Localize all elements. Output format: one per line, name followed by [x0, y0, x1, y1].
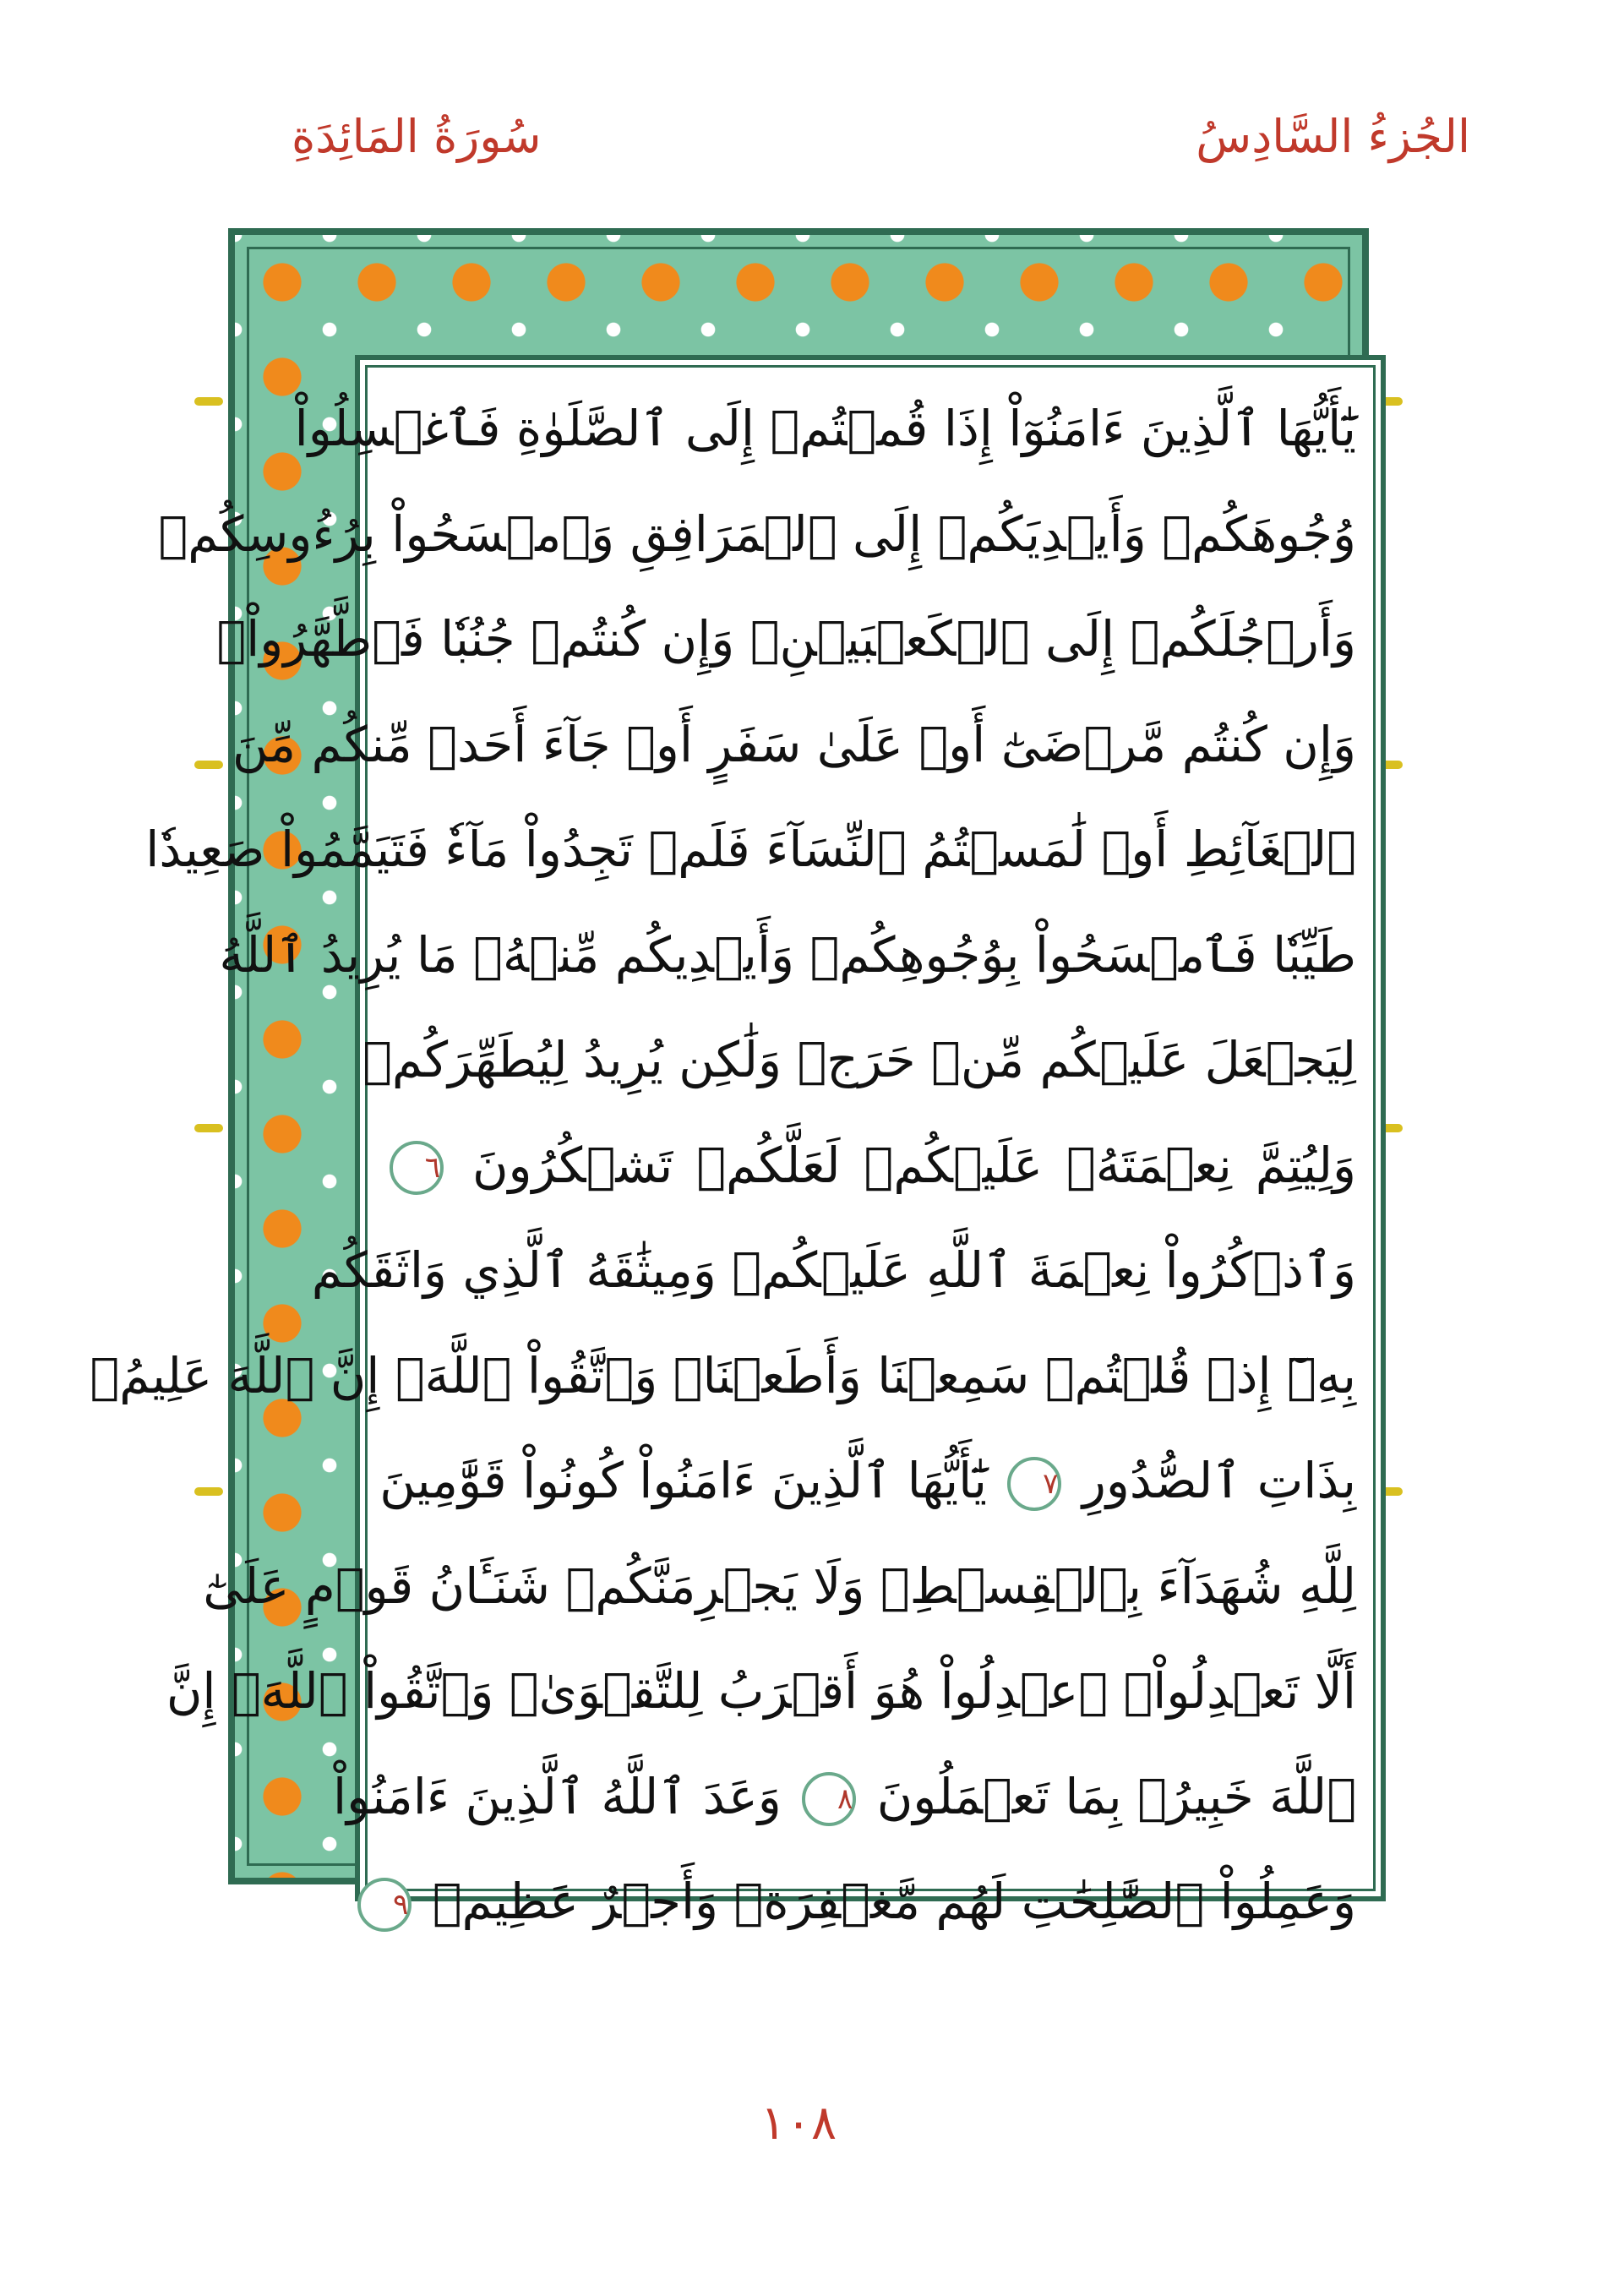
text-line: وَإِن كُنتُم مَّرۡضَىٰٓ أَوۡ عَلَىٰ سَفَرٍ أَوۡ جَآءَ أَحَدٞ مِّنكُم مِّنَ: [232, 715, 1356, 773]
text-line: طَيِّبٗا فَٱمۡسَحُواْ بِوُجُوهِكُمۡ وَأَيۡدِيكُم مِّنۡهُۚ مَا يُرِيدُ ٱللَّهُ: [219, 925, 1356, 984]
text-line: لِيَجۡعَلَ عَلَيۡكُم مِّنۡ حَرَجٖ وَلَٰكِن يُرِيدُ لِيُطَهِّرَكُمۡ: [362, 1031, 1356, 1088]
frame-tick: [194, 1124, 223, 1132]
line-text: وَعَدَ ٱللَّهُ ٱلَّذِينَ ءَامَنُواْ: [333, 1767, 782, 1825]
line-text: بِذَاتِ ٱلصُّدُورِ: [1082, 1452, 1356, 1509]
text-line: لِلَّهِ شُهَدَآءَ بِٱلۡقِسۡطِۖ وَلَا يَجۡرِمَنَّكُمۡ شَنَـَٔانُ قَوۡمٍ عَلَىٰٓ: [203, 1557, 1356, 1615]
page-number: ١٠٨: [760, 2096, 837, 2151]
line-text: ٱللَّهَ خَبِيرُۢ بِمَا تَعۡمَلُونَ: [876, 1767, 1356, 1825]
text-line: وَأَرۡجُلَكُمۡ إِلَى ٱلۡكَعۡبَيۡنِۚ وَإِن كُنتُمۡ جُنُبٗا فَٱطَّهَّرُواْۚ: [216, 610, 1356, 668]
text-line: وَٱذۡكُرُواْ نِعۡمَةَ ٱللَّهِ عَلَيۡكُمۡ وَمِيثَٰقَهُ ٱلَّذِي وَاثَقَكُم: [311, 1241, 1356, 1299]
text-line: وُجُوهَكُمۡ وَأَيۡدِيَكُمۡ إِلَى ٱلۡمَرَافِقِ وَٱمۡسَحُواْ بِرُءُوسِكُمۡ: [158, 504, 1356, 563]
frame-tick: [194, 397, 223, 406]
text-line: [384, 1113, 1356, 1219]
text-line: [384, 1849, 1356, 1955]
text-line: أَلَّا تَعۡدِلُواْۚ ٱعۡدِلُواْ هُوَ أَقۡرَبُ لِلتَّقۡوَىٰۖ وَٱتَّقُواْ ٱللَّهَۚ إِنَّ: [166, 1662, 1356, 1720]
quran-text: [90, 376, 1356, 1955]
line-text: وَلِيُتِمَّ نِعۡمَتَهُۥ عَلَيۡكُمۡ لَعَلَّكُمۡ تَشۡكُرُونَ: [471, 1136, 1356, 1194]
frame-tick: [194, 761, 223, 769]
ayah-number-marker: ٦: [390, 1141, 444, 1195]
line-text: يَٰٓأَيُّهَا ٱلَّذِينَ ءَامَنُواْ كُونُواْ قَوَّٰمِينَ: [379, 1452, 987, 1509]
frame-tick: [194, 1487, 223, 1496]
text-line: [379, 1428, 1356, 1534]
ayah-number-marker: ٨: [802, 1772, 856, 1826]
text-line: بِهِۦٓ إِذۡ قُلۡتُمۡ سَمِعۡنَا وَأَطَعۡنَاۖ وَٱتَّقُواْ ٱللَّهَۚ إِنَّ ٱللَّهَ عَلِيمُۢ: [90, 1346, 1356, 1404]
ayah-number-marker: ٩: [357, 1878, 412, 1932]
ayah-number-marker: ٧: [1007, 1457, 1061, 1511]
line-text: وَعَمِلُواْ ٱلصَّٰلِحَٰتِ لَهُم مَّغۡفِرَةٞ وَأَجۡرٌ عَظِيمٞ: [432, 1873, 1356, 1930]
juz-title: الجُزءُ السَّادِسُ: [1196, 110, 1470, 163]
text-line: ٱلۡغَآئِطِ أَوۡ لَٰمَسۡتُمُ ٱلنِّسَآءَ فَلَمۡ تَجِدُواْ مَآءٗ فَتَيَمَّمُواْ صَعِيدٗا: [145, 821, 1356, 878]
text-line: يَٰٓأَيُّهَا ٱلَّذِينَ ءَامَنُوٓاْ إِذَا قُمۡتُمۡ إِلَى ٱلصَّلَوٰةِ فَٱغۡسِلُواْ: [294, 400, 1356, 457]
surah-title: سُورَةُ المَائِدَةِ: [292, 110, 542, 163]
text-line: [333, 1744, 1356, 1850]
